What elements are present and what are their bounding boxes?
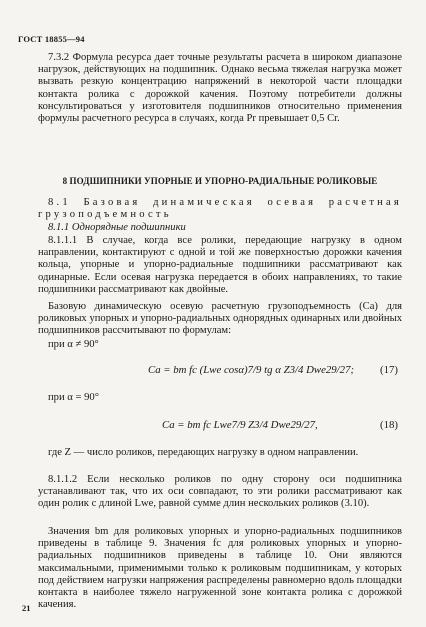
section-8-1-1-title (38, 222, 402, 234)
paragraph-8-1-1-2-text: 8.1.1.2 Если несколько роликов по одну сторону оси подшипника устанавливают так, что их оси совпадают, то эти ролики рассматривают как один ролик с длиной Lwe, равной сумме длин нескольких роликов (3.10). (38, 474, 402, 510)
paragraph-values-text: Значения bm для роликовых упорных и упорно-радиальных подшипников приведены в таблице 9. Значения fc для роликовых упорных и упорно-радиальных подшипников приведены в таблице 10. Они являются максимальными, применимыми только к роликовым подшипникам, у которых под действием нагрузки напряжения распределены равномерно вдоль площадки контакта в наиболее тяжело нагруженной зоне контакта ролика с дорожкой качения. (38, 526, 402, 611)
paragraph-7-3-2-text: 7.3.2 Формула ресурса дает точные результаты расчета в широком диапазоне нагрузок, действующих на подшипник. Однако весьма тяжелая нагрузка может вызвать резкую концентрацию напряжений в некоторой части площадки контакта ролика с дорожкой качения. Поэтому потребители должны консультироваться у изготовителя подшипников относительно применения формулы расчетного ресурса в случаях, когда Pr превышает 0,5 Cr. (38, 52, 402, 125)
equation-number-18: (18) (380, 419, 398, 431)
section-8-title: 8 ПОДШИПНИКИ УПОРНЫЕ И УПОРНО-РАДИАЛЬНЫЕ РОЛИКОВЫЕ (62, 176, 378, 186)
paragraph-8-1-1-1-text: 8.1.1.1 В случае, когда все ролики, передающие нагрузку в одном направлении, контактируют с одной и той же поверхностью дорожки качения кольца, упорные и упорно-радиальные подшипники рассматривают как одинарные. Если осевая нагрузка передается в обоих направлениях, то такие подшипники рассматривают как двойные. (38, 235, 402, 295)
page-number: 21 (22, 603, 31, 613)
paragraph-where-text: где Z — число роликов, передающих нагрузку в одном направлении. (48, 447, 359, 458)
paragraph-8-1-1-2 (38, 474, 402, 511)
formula-17: Ca = bm fc (Lwe cosα)7/9 tg α Z3/4 Dwe29/27; (148, 364, 355, 376)
gost-header: ГОСТ 18855—94 (18, 34, 85, 44)
paragraph-values (38, 526, 402, 611)
formula-18: Ca = bm fc Lwe7/9 Z3/4 Dwe29/27, (162, 419, 318, 431)
condition-alpha-ne-90: при α ≠ 90° (48, 339, 99, 350)
paragraph-7-3-2 (38, 52, 402, 125)
section-8-1-title-text: 8.1 Базовая динамическая осевая расчетная грузоподъемность (38, 197, 402, 221)
section-8-1-1-title-text: 8.1.1 Однорядные подшипники (48, 222, 186, 233)
equation-number-17: (17) (380, 364, 398, 376)
paragraph-where (38, 447, 402, 459)
paragraph-base-capacity (38, 301, 402, 338)
paragraph-8-1-1-1 (38, 235, 402, 296)
paragraph-base-capacity-text: Базовую динамическую осевую расчетную грузоподъемность (Ca) для роликовых упорных и упорно-радиальных однорядных одинарных или двойных подшипников рассчитывают по формулам: (38, 301, 402, 337)
section-8-1-title (38, 197, 402, 221)
condition-alpha-eq-90: при α = 90° (48, 392, 99, 403)
